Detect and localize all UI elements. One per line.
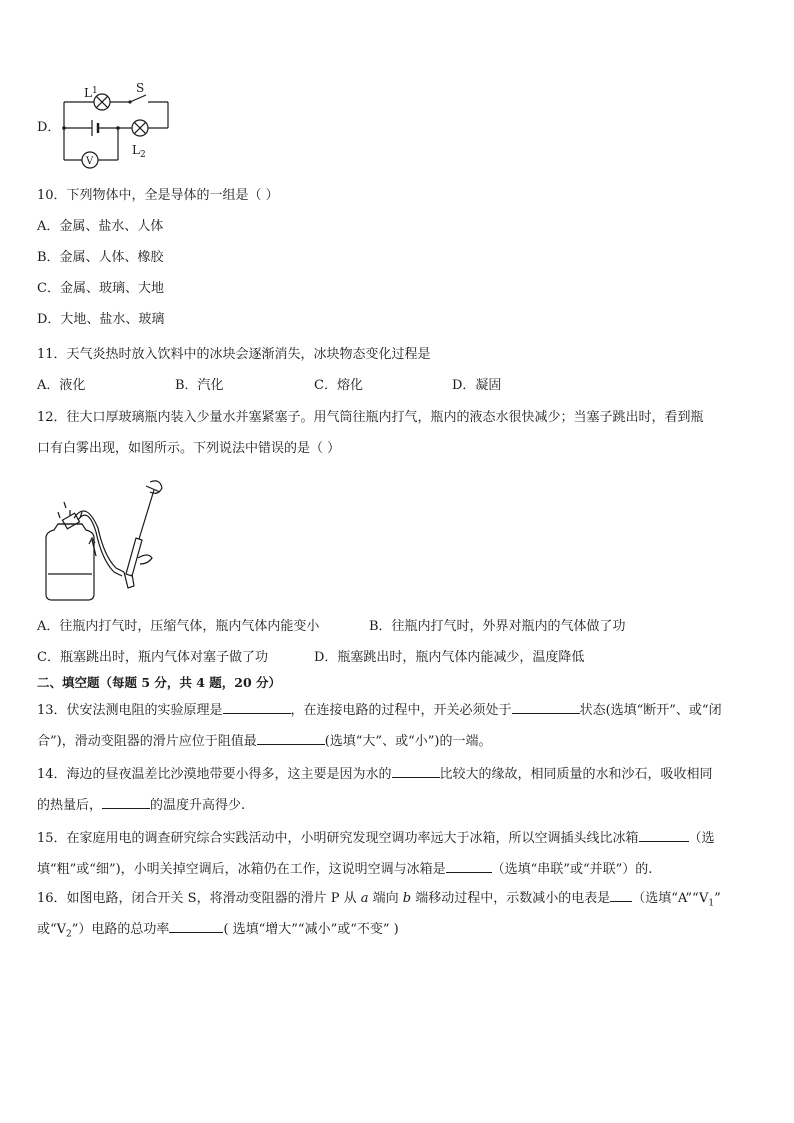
q15-line2: 填“粗”或“细”)，小明关掉空调后，冰箱仍在工作，这说明空调与冰箱是 （选填“串联”或“并联”）的. bbox=[37, 862, 653, 877]
q13-blank-1 bbox=[223, 701, 291, 714]
q14-line1: 14．海边的昼夜温差比沙漠地带要小得多，这主要是因为水的 比较大的缘故，相同质量的水和沙石，吸收相同 bbox=[37, 767, 713, 782]
svg-text:L2: $L_2$ bbox=[132, 143, 146, 160]
q10-option-c: C．金属、玻璃、大地 bbox=[37, 281, 164, 296]
q15-blank-2 bbox=[446, 860, 492, 873]
q9-option-d-circuit-diagram bbox=[60, 81, 180, 174]
q16-line2: 或“$V_2$”）电路的总功率 ( 选填“增大”“减小”或“不变” ) bbox=[37, 922, 399, 940]
q16-blank-2 bbox=[169, 920, 223, 933]
q15-line1: 15．在家庭用电的调查研究综合实践活动中，小明研究发现空调功率远大于冰箱，所以空调插头线比冰箱 （选 bbox=[37, 831, 715, 846]
q14-blank-2 bbox=[102, 796, 150, 809]
q12-option-c: C．瓶塞跳出时，瓶内气体对塞子做了功 bbox=[37, 650, 268, 665]
q13-blank-2 bbox=[512, 701, 580, 714]
q11-option-a: A．液化 bbox=[37, 378, 86, 393]
q13-blank-3 bbox=[257, 732, 325, 745]
switch-s-icon bbox=[130, 95, 146, 102]
q9-option-d-label: D． bbox=[37, 120, 61, 135]
q10-option-d: D．大地、盐水、玻璃 bbox=[37, 312, 165, 327]
q15-blank-1 bbox=[639, 829, 689, 842]
q13-line2: 合”)，滑动变阻器的滑片应位于阻值最 (选填“大”、或“小”)的一端。 bbox=[37, 734, 492, 749]
q14-line2: 的热量后， 的温度升高得少. bbox=[37, 798, 246, 813]
stopper-icon bbox=[62, 513, 79, 529]
q10-option-a: A．金属、盐水、人体 bbox=[37, 219, 164, 234]
q16-line1: 16．如图电路，闭合开关 S，将滑动变阻器的滑片 P 从 a 端向 b 端移动过程中，示数减小的电表是 （选填“$A”“V_1$” bbox=[37, 891, 721, 909]
q11-option-b: B．汽化 bbox=[175, 378, 224, 393]
q12-option-b: B．往瓶内打气时，外界对瓶内的气体做了功 bbox=[369, 619, 626, 634]
q11-option-d: D．凝固 bbox=[452, 378, 502, 393]
svg-text:V: V bbox=[86, 156, 94, 167]
q14-blank-1 bbox=[392, 765, 440, 778]
svg-text:L1: $L^1$ bbox=[84, 86, 98, 100]
q10-option-b: B．金属、人体、橡胶 bbox=[37, 250, 164, 265]
section2-title: 二、填空题（每题 5 分，共 4 题，20 分） bbox=[37, 675, 282, 690]
bottle-icon bbox=[46, 524, 94, 600]
q12-stem-line2: 口有白雾出现，如图所示。下列说法中错误的是（ ） bbox=[37, 441, 341, 456]
svg-text:S: S bbox=[136, 81, 145, 95]
q12-option-a: A．往瓶内打气时，压缩气体，瓶内气体内能变小 bbox=[37, 619, 320, 634]
q13-line1: 13．伏安法测电阻的实验原理是 ，在连接电路的过程中，开关必须处于 状态(选填“断开”、或“闭 bbox=[37, 703, 722, 718]
q12-bottle-pump-illustration bbox=[36, 478, 166, 604]
q12-stem-line1: 12．往大口厚玻璃瓶内装入少量水并塞紧塞子。用气筒往瓶内打气，瓶内的液态水很快减少；当塞子跳出时，看到瓶 bbox=[37, 410, 704, 425]
q16-blank-1 bbox=[610, 889, 632, 902]
q12-option-d: D．瓶塞跳出时，瓶内气体内能减少，温度降低 bbox=[314, 650, 585, 665]
q11-option-c: C．熔化 bbox=[314, 378, 363, 393]
q10-stem: 10．下列物体中，全是导体的一组是（ ） bbox=[37, 188, 279, 203]
q11-stem: 11．天气炎热时放入饮料中的冰块会逐渐消失，冰块物态变化过程是 bbox=[37, 347, 431, 362]
